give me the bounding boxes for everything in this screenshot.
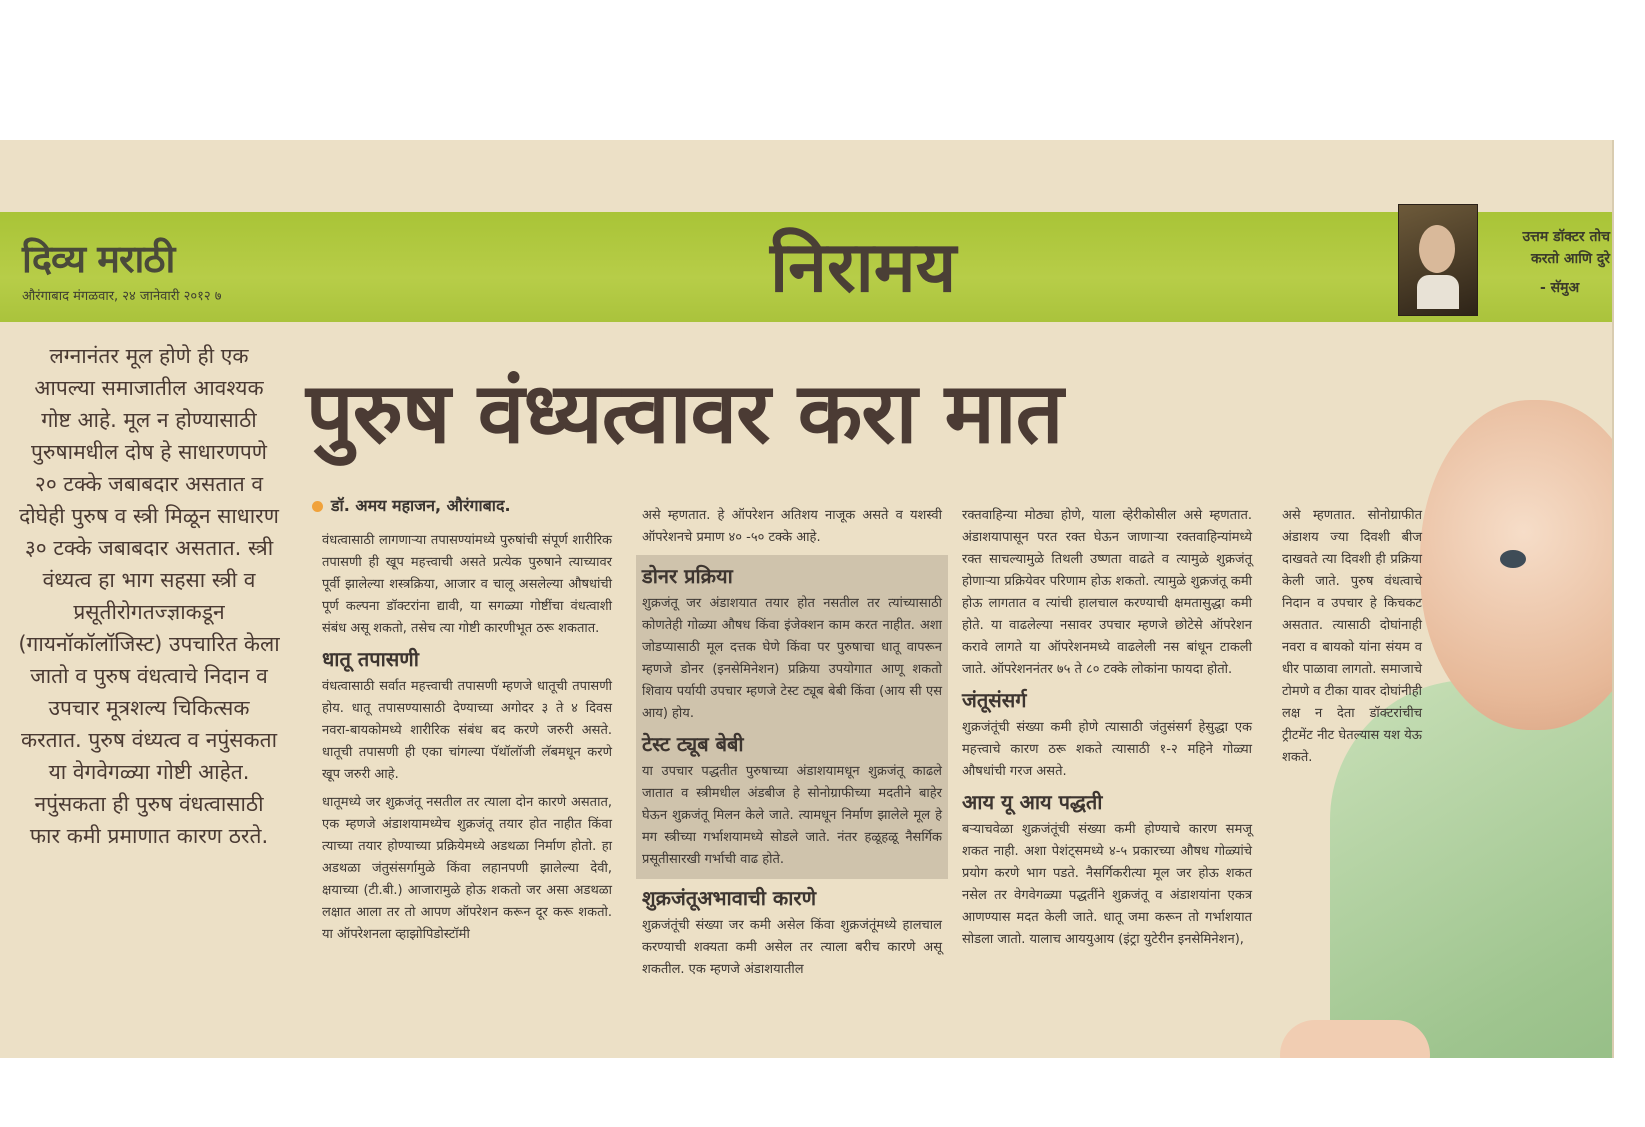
dateline: औरंगाबाद मंगळवार, २४ जानेवारी २०१२ ७: [22, 289, 222, 304]
column-2-para-3: शुक्रजंतूंची संख्या जर कमी असेल किंवा शुक्रजंतूंमध्ये हालचाल करण्याची शक्यता कमी असेल तर त्याला बरीच कारणे असू शकतील. एक म्हणजे अंडाशयातील: [642, 918, 942, 977]
quote-author: - सॅमुअ: [1540, 280, 1580, 296]
article-column-1: [322, 530, 612, 952]
heading-semen-test: धातू तपासणी: [322, 647, 419, 671]
column-1-intro: वंधत्वासाठी लागणाऱ्या तपासण्यांमध्ये पुरुषांची संपूर्ण शारीरिक तपासणी ही खूप महत्त्वाची असते प्रत्येक पुरुषाने त्याच्यावर पूर्वी झालेल्या शस्त्रक्रिया, आजार व चालू असलेल्या औषधांची पूर्ण कल्पना डॉक्टरांना द्यावी, या सगळ्या गोष्टींचा वंधत्वाशी संबंध असू शकतो, तसेच त्या गोष्टी कारणीभूत ठरू शकतात.: [322, 533, 612, 636]
baby-hand: [1280, 1020, 1430, 1058]
bullet-dot: [312, 501, 323, 512]
newspaper-clipping: [0, 140, 1614, 1058]
paper-name: दिव्य मराठी: [22, 236, 175, 281]
heading-infection: जंतूसंसर्ग: [962, 688, 1027, 712]
column-1-para-1: वंधत्वासाठी सर्वात महत्त्वाची तपासणी म्हणजे धातूची तपासणी होय. धातू तपासण्यासाठी देण्याच्या अगोदर ३ ते ४ दिवस नवरा-बायकोमध्ये शारीरिक संबंध बद करणे जरुरी असते. धातूची तपासणी ही एका चांगल्या पॅथॉलॉजी लॅबमधून करणे खूप जरुरी आहे.: [322, 679, 612, 782]
heading-test-tube-baby: टेस्ट ट्यूब बेबी: [642, 732, 744, 756]
quote-text: उत्तम डॉक्टर तोच करतो आणि दुरे: [1522, 229, 1610, 267]
baby-eye: [1500, 550, 1526, 568]
heading-donor-process: डोनर प्रक्रिया: [642, 564, 733, 588]
heading-iui: आय यू आय पद्धती: [962, 790, 1103, 814]
portrait-collar: [1417, 275, 1459, 309]
quote-portrait: [1398, 204, 1478, 316]
column-2-intro: असे म्हणतात. हे ऑपरेशन अतिशय नाजूक असते व यशस्वी ऑपरेशनचे प्रमाण ४० -५० टक्के आहे.: [642, 508, 942, 545]
article-column-3: [962, 505, 1252, 957]
column-1-para-2: धातूमध्ये जर शुक्रजंतू नसतील तर त्याला दोन कारणे असतात, एक म्हणजे अंडाशयामध्येच शुक्रजंतू तयार होत नाहीत किंवा त्याच्या तयार होण्याच्या प्रक्रियेमध्ये अडथळा निर्माण होतो. हा अडथळा जंतुसंसर्गामुळे किंवा लहानपणी झालेल्या देवी, क्षयाच्या (टी.बी.) आजारामुळे होऊ शकतो जर असा अडथळा लक्षात आला तर तो आपण ऑपरेशन करून दूर करू शकतो. या ऑपरेशनला व्हाझोपिडोस्टॉमी: [322, 795, 612, 942]
portrait-face: [1419, 225, 1455, 273]
column-2-para-2: या उपचार पद्धतीत पुरुषाच्या अंडाशयामधून शुक्रजंतू काढले जातात व स्त्रीमधील अंडबीज हे सोनोग्राफीच्या मदतीने बाहेर घेऊन शुक्रजंतू मिलन केले जाते. त्यामधून निर्माण झालेले मूल हे मग स्त्रीच्या गर्भाशयामध्ये सोडले जाते. नंतर हळूहळू नैसर्गिक प्रसूतीसारखी गर्भाची वाढ होते.: [642, 764, 942, 867]
column-2-para-1: शुक्रजंतू जर अंडाशयात तयार होत नसतील तर त्यांच्यासाठी कोणतेही गोळ्या औषध किंवा इंजेक्शन काम करत नाहीत. अशा जोडप्यासाठी मूल दत्तक घेणे किंवा पर पुरुषाचा धातू वापरून म्हणजे डोनर (इनसेमिनेशन) प्रक्रिया उपयोगात आणू शकतो शिवाय पर्यायी उपचार म्हणजे टेस्ट ट्यूब बेबी किंवा (आय सी एस आय) होय.: [642, 596, 942, 721]
column-3-intro: रक्तवाहिन्या मोठ्या होणे, याला व्हेरीकोसील असे म्हणतात. अंडाशयापासून परत रक्त घेऊन जाणाऱ्या रक्तवाहिन्यांमध्ये रक्त साचल्यामुळे तिथली उष्णता वाढते व त्यामुळे शुक्रजंतू होणाऱ्या प्रक्रियेवर परिणाम होऊ शकतो. त्यामुळे शुक्रजंतू कमी होऊ लागतात व त्यांची हालचाल करण्याची क्षमतासुद्धा कमी होते. या वाढलेल्या नसावर उपचार म्हणजे छोटेसे ऑपरेशन करावे लागते या ऑपरेशनमध्ये वाढलेली नस बांधून टाकली जाते. ऑपरेशननंतर ७५ ते ८० टक्के लोकांना फायदा होतो.: [962, 508, 1252, 677]
article-column-2: [642, 505, 942, 987]
column-3-para-1: शुक्रजंतूंची संख्या कमी होणे त्यासाठी जंतुसंसर्ग हेसुद्धा एक महत्त्वाचे कारण ठरू शकते त्यासाठी १-२ महिने गोळ्या औषधांची गरज असते.: [962, 720, 1252, 779]
article-column-4: [1282, 505, 1422, 775]
byline: [312, 494, 511, 516]
shaded-box: [636, 555, 948, 879]
section-title: निरामय: [770, 225, 957, 308]
article-headline: पुरुष वंध्यत्वावर करा मात: [306, 363, 1063, 462]
heading-causes: शुक्रजंतूअभावाची कारणे: [642, 886, 817, 910]
byline-text: डॉ. अमय महाजन, औरंगाबाद.: [331, 496, 511, 515]
column-3-para-2: बऱ्याचवेळा शुक्रजंतूंची संख्या कमी होण्याचे कारण समजू शकत नाही. अशा पेशंट्समध्ये ४-५ प्रकारच्या औषध गोळ्यांचे प्रयोग करणे भाग पडते. नैसर्गिकरीत्या मूल जर होऊ शकत नसेल तर वेगवेगळ्या पद्धतींने शुक्रजंतू व अंडाशयांना एकत्र आणण्यास मदत केली जाते. धातू जमा करून तो गर्भाशयात सोडला जातो. यालाच आययुआय (इंट्रा युटेरीन इनसेमिनेशन),: [962, 822, 1252, 947]
sidebar-intro: लग्नानंतर मूल होणे ही एक आपल्या समाजातील आवश्यक गोष्ट आहे. मूल न होण्यासाठी पुरुषामधील दोष हे साधारणपणे २० टक्के जबाबदार असतात व दोघेही पुरुष व स्त्री मिळून साधारण ३० टक्के जबाबदार असतात. स्त्री वंध्यत्व हा भाग सहसा स्त्री व प्रसूतीरोगतज्ज्ञाकडून (गायनॉकॉलॉजिस्ट) उपचारित केला जातो व पुरुष वंधत्वाचे निदान व उपचार मूत्रशल्य चिकित्सक करतात. पुरुष वंध्यत्व व नपुंसकता या वेगवेगळ्या गोष्टी आहेत. नपुंसकता ही पुरुष वंधत्वासाठी फार कमी प्रमाणात कारण ठरते.: [18, 344, 280, 848]
column-4-text: असे म्हणतात. सोनोग्राफीत अंडाशय ज्या दिवशी बीज दाखवते त्या दिवशी ही प्रक्रिया केली जाते. पुरुष वंधत्वाचे निदान व उपचार हे किचकट असतात. त्यासाठी दोघांनाही नवरा व बायको यांना संयम व धीर पाळावा लागतो. समाजाचे टोमणे व टीका यावर दोघांनीही लक्ष न देता डॉक्टरांचीच ट्रीटमेंट नीट घेतल्यास यश येऊ शकते.: [1282, 508, 1422, 765]
